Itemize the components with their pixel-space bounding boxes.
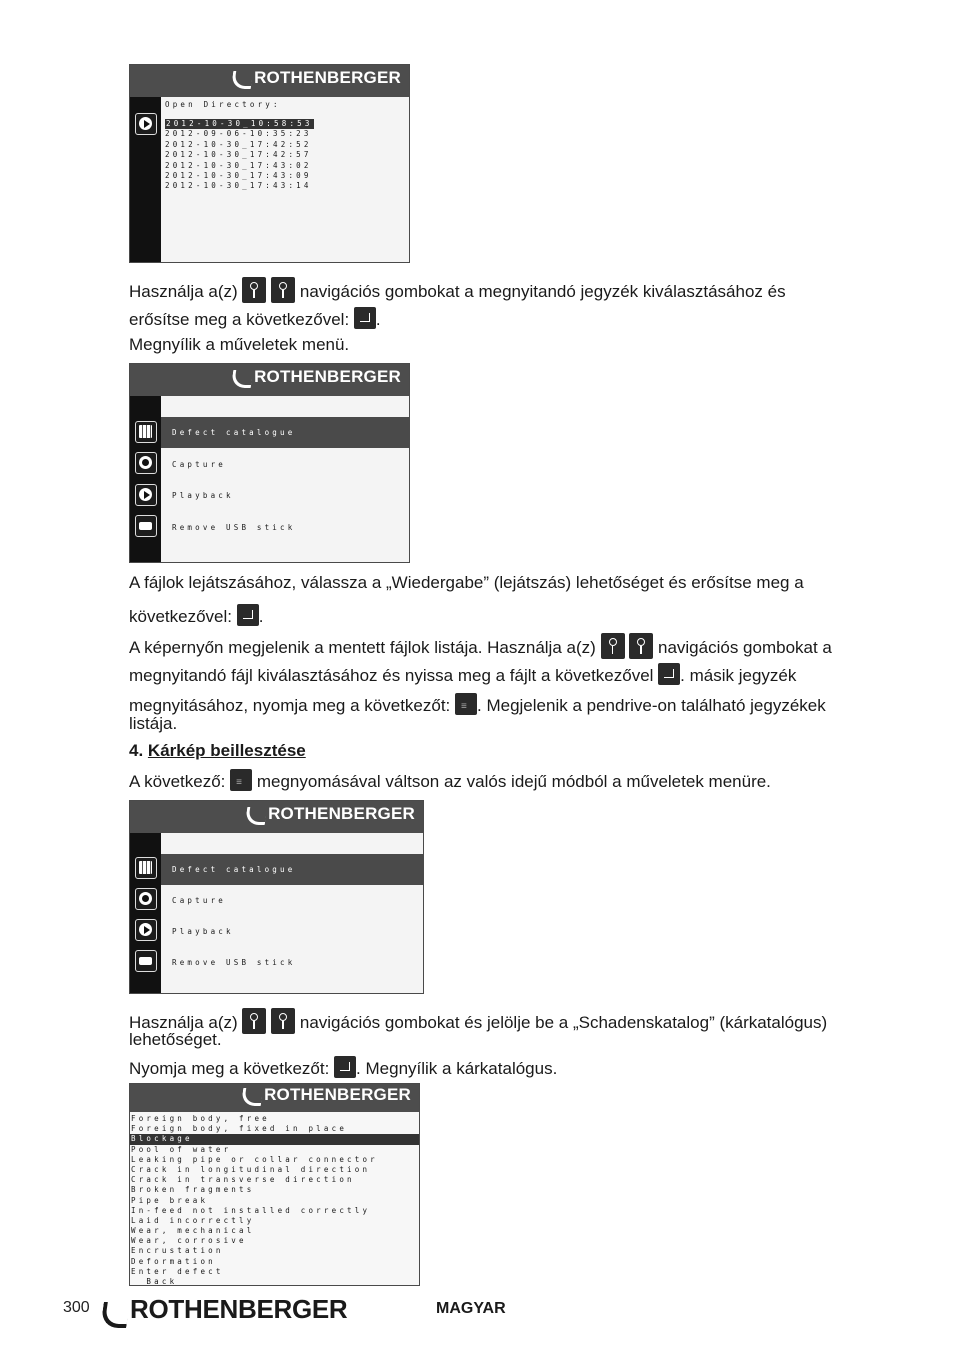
nav-down-key-icon [629, 633, 653, 659]
directory-item[interactable]: 2012-10-30_17:43:09 [165, 170, 312, 180]
paragraph: A fájlok lejátszásához, válassza a „Wiedergabe” (lejátszás) lehetőséget és erősítse meg a [129, 573, 804, 592]
play-icon [135, 484, 157, 506]
paragraph: Használja a(z) navigációs gombokat és jelölje be a „Schadenskatalog” (kárkatalógus) [129, 1008, 827, 1034]
play-icon [135, 919, 157, 941]
defect-item-back[interactable]: Back [131, 1277, 178, 1286]
directory-list [165, 119, 314, 192]
screen-header [130, 1084, 419, 1112]
nav-up-key-icon [242, 1008, 266, 1034]
nav-down-key-icon [271, 277, 295, 303]
brand-logo: ROTHENBERGER [232, 68, 401, 89]
paragraph: lehetőséget. [129, 1030, 222, 1049]
screen-header [130, 65, 409, 97]
defect-item[interactable]: Pool of water [131, 1144, 232, 1154]
directory-item[interactable]: 2012-10-30_17:42:57 [165, 150, 312, 160]
screen-header [130, 801, 423, 833]
defect-item[interactable]: Crack in transverse direction [131, 1175, 355, 1185]
capture-icon [135, 452, 157, 474]
play-icon [135, 113, 157, 135]
directory-title: Open Directory: [165, 100, 281, 109]
screen-sidebar [130, 833, 161, 993]
paragraph: megnyitásához, nyomja meg a következőt: ≡ . Megjelenik a pendrive-on található jegyzékek [129, 693, 826, 716]
defect-item[interactable]: Pipe break [131, 1195, 209, 1205]
menu-item-playback[interactable]: Playback [172, 491, 234, 500]
menu-item-capture[interactable]: Capture [172, 896, 227, 905]
nav-up-key-icon [242, 277, 266, 303]
menu-item-remove-usb[interactable]: Remove USB stick [172, 958, 296, 967]
catalogue-icon [135, 421, 157, 443]
menu-item-capture[interactable]: Capture [172, 460, 227, 469]
paragraph: listája. [129, 714, 178, 733]
screen-header [130, 364, 409, 396]
directory-screen [129, 64, 410, 263]
brand-logo: ROTHENBERGER [242, 1085, 411, 1106]
footer-language: MAGYAR [436, 1300, 506, 1317]
usb-icon [135, 950, 157, 972]
directory-item[interactable]: 2012-09-06-10:35:23 [165, 129, 312, 139]
paragraph: Használja a(z) navigációs gombokat a megnyitandó jegyzék kiválasztásához és [129, 277, 786, 303]
paragraph: erősítse meg a következővel: . [129, 307, 381, 330]
enter-key-icon [658, 663, 680, 685]
page-number: 300 [63, 1299, 90, 1316]
defect-item[interactable]: Foreign body, free [131, 1114, 270, 1123]
operations-menu-screen [129, 363, 410, 563]
enter-key-icon [354, 307, 376, 329]
paragraph: A következő: ≡ megnyomásával váltson az valós idejű módból a műveletek menüre. [129, 769, 771, 792]
directory-item[interactable]: 2012-10-30_10:58:53 [166, 119, 313, 128]
capture-icon [135, 888, 157, 910]
defect-item[interactable]: Deformation [131, 1256, 216, 1266]
nav-up-key-icon [601, 633, 625, 659]
nav-down-key-icon [271, 1008, 295, 1034]
menu-item-defect-catalogue[interactable]: Defect catalogue [161, 854, 423, 885]
paragraph: Megnyílik a műveletek menü. [129, 335, 350, 354]
enter-key-icon [237, 604, 259, 626]
defect-item[interactable]: Foreign body, fixed in place [131, 1124, 348, 1134]
menu-key-icon [230, 769, 252, 791]
menu-key-icon [455, 693, 477, 715]
defect-item[interactable]: Broken fragments [131, 1185, 255, 1195]
screen-sidebar [130, 396, 161, 562]
menu-item-defect-catalogue[interactable]: Defect catalogue [161, 417, 409, 448]
defect-item[interactable]: Blockage [130, 1134, 420, 1144]
directory-item[interactable]: 2012-10-30_17:43:14 [165, 181, 312, 191]
defect-item[interactable]: Laid incorrectly [131, 1215, 255, 1225]
defect-item[interactable]: Leaking pipe or collar connector [131, 1154, 378, 1164]
enter-key-icon [334, 1056, 356, 1078]
paragraph: Nyomja meg a következőt: . Megnyílik a kárkatalógus. [129, 1056, 557, 1079]
menu-item-remove-usb[interactable]: Remove USB stick [172, 523, 296, 532]
paragraph: megnyitandó fájl kiválasztásához és nyissa meg a fájlt a következővel . másik jegyzék [129, 663, 796, 686]
menu-item-playback[interactable]: Playback [172, 927, 234, 936]
brand-logo: ROTHENBERGER [232, 367, 401, 388]
defect-item[interactable]: Encrustation [131, 1246, 224, 1256]
footer-brand-logo: ROTHENBERGER [102, 1294, 347, 1328]
defect-item[interactable]: Wear, corrosive [131, 1236, 247, 1246]
defect-list [130, 1114, 420, 1286]
brand-logo: ROTHENBERGER [246, 804, 415, 825]
paragraph: A képernyőn megjelenik a mentett fájlok listája. Használja a(z) navigációs gombokat a [129, 633, 832, 659]
operations-menu-screen-2 [129, 800, 424, 994]
defect-catalogue-screen [129, 1083, 420, 1286]
screen-sidebar [130, 97, 161, 262]
usb-icon [135, 515, 157, 537]
defect-item[interactable]: Wear, mechanical [131, 1226, 255, 1236]
catalogue-icon [135, 857, 157, 879]
section-heading: 4. Kárkép beillesztése [129, 741, 306, 760]
directory-item[interactable]: 2012-10-30_17:42:52 [165, 139, 312, 149]
defect-item[interactable]: In-feed not installed correctly [131, 1205, 371, 1215]
defect-item[interactable]: Enter defect [131, 1266, 224, 1276]
defect-item[interactable]: Crack in longitudinal direction [131, 1164, 371, 1174]
paragraph: következővel: . [129, 604, 263, 627]
directory-item[interactable]: 2012-10-30_17:43:02 [165, 160, 312, 170]
